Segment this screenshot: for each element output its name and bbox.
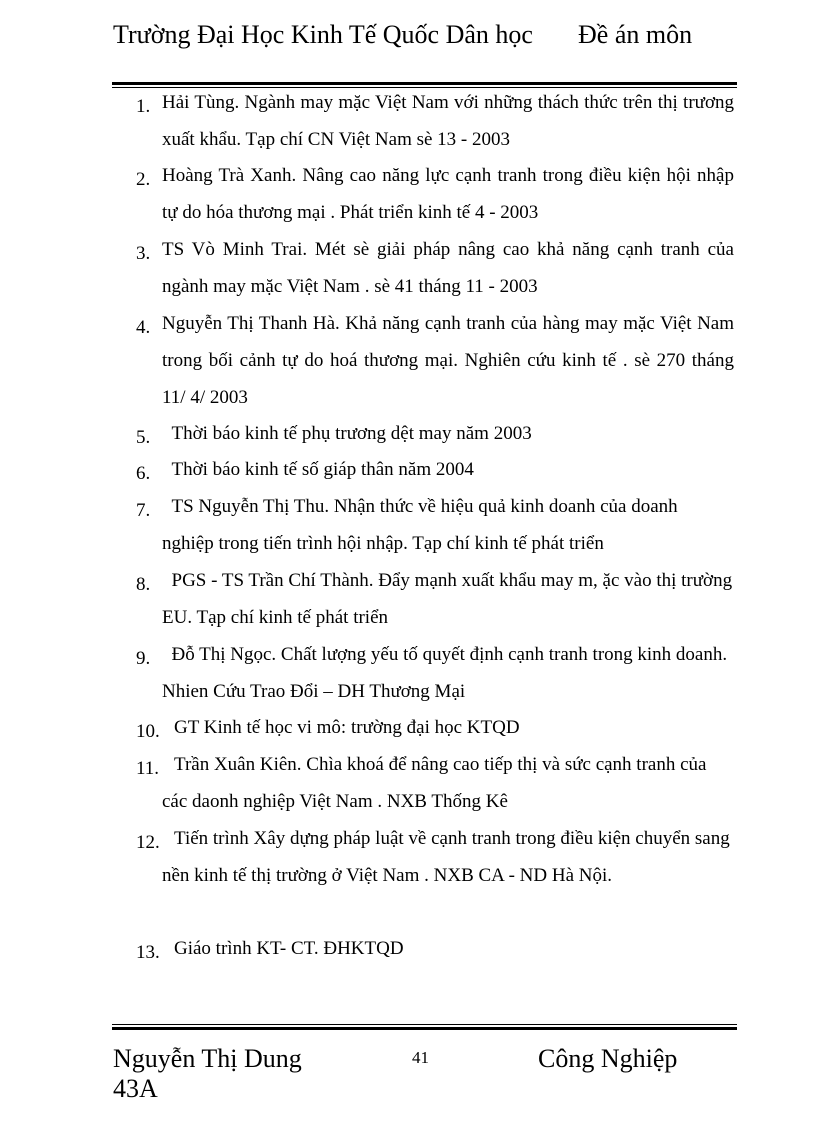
reference-text: Hải Tùng. Ngành may mặc Việt Nam với những thách thức trên thị trương xuất khẩu. Tạp chí CN Việt Nam sè 13 - 2003 — [162, 92, 734, 150]
reference-text: Thời báo kinh tế số giáp thân năm 2004 — [162, 459, 474, 480]
header-right-title: Đề án môn — [578, 20, 693, 49]
reference-number: 1. — [136, 96, 151, 117]
reference-text: GT Kinh tế học vi mô: trường đại học KTQD — [174, 717, 520, 738]
reference-number: 9. — [136, 648, 151, 669]
header-left-title: Trường Đại Học Kinh Tế Quốc Dân học — [113, 20, 533, 49]
reference-text: Đỗ Thị Ngọc. Chất lượng yếu tố quyết định cạnh tranh trong kinh doanh. Nhien Cứu Trao Đổi – DH Thương Mại — [162, 644, 732, 702]
reference-text: Thời báo kinh tế phụ trương dệt may năm 2003 — [162, 423, 532, 444]
reference-number: 12. — [136, 832, 160, 853]
footer-author: Nguyễn Thị Dung 43A — [113, 1044, 302, 1103]
reference-text: Trần Xuân Kiên. Chìa khoá để nâng cao tiếp thị và sức cạnh tranh của các daonh nghiệp Việt Nam . NXB Thống Kê — [162, 754, 707, 812]
footer-department: Công Nghiệp — [538, 1044, 678, 1073]
page-number: 41 — [412, 1048, 429, 1067]
reference-number: 6. — [136, 463, 151, 484]
reference-number: 11. — [136, 758, 160, 779]
reference-number: 3. — [136, 243, 151, 264]
reference-text: Giáo trình KT- CT. ĐHKTQD — [174, 938, 404, 959]
reference-number: 10. — [136, 721, 160, 742]
footer-rule-thick — [112, 1027, 737, 1030]
reference-text: Nguyễn Thị Thanh Hà. Khả năng cạnh tranh của hàng may mặc Việt Nam trong bối cảnh tự do hoá thương mại. Nghiên cứu kinh tế . sè 270 tháng 11/ 4/ 2003 — [162, 313, 734, 408]
reference-number: 7. — [136, 500, 151, 521]
reference-text: Tiến trình Xây dựng pháp luật về cạnh tranh trong điều kiện chuyển sang nền kinh tế thị trường ở Việt Nam . NXB CA - ND Hà Nội. — [162, 828, 730, 886]
reference-text: PGS - TS Trần Chí Thành. Đẩy mạnh xuất khẩu may m, ặc vào thị trường EU. Tạp chí kinh tế phát triển — [162, 570, 737, 628]
reference-number: 2. — [136, 169, 151, 190]
reference-number: 8. — [136, 574, 151, 595]
reference-text: Hoàng Trà Xanh. Nâng cao năng lực cạnh tranh trong điều kiện hội nhập tự do hóa thương mại . Phát triển kinh tế 4 - 2003 — [162, 165, 734, 223]
reference-text: TS Vò Minh Trai. Mét sè giải pháp nâng cao khả năng cạnh tranh của ngành may mặc Việt Nam . sè 41 tháng 11 - 2003 — [162, 239, 734, 297]
reference-number: 5. — [136, 427, 151, 448]
reference-text: TS Nguyễn Thị Thu. Nhận thức về hiệu quả kinh doanh của doanh nghiệp trong tiến trình hội nhập. Tạp chí kinh tế phát triển — [162, 496, 683, 554]
reference-number: 4. — [136, 317, 151, 338]
footer-rule-thin — [112, 1024, 737, 1025]
reference-number: 13. — [136, 942, 160, 963]
